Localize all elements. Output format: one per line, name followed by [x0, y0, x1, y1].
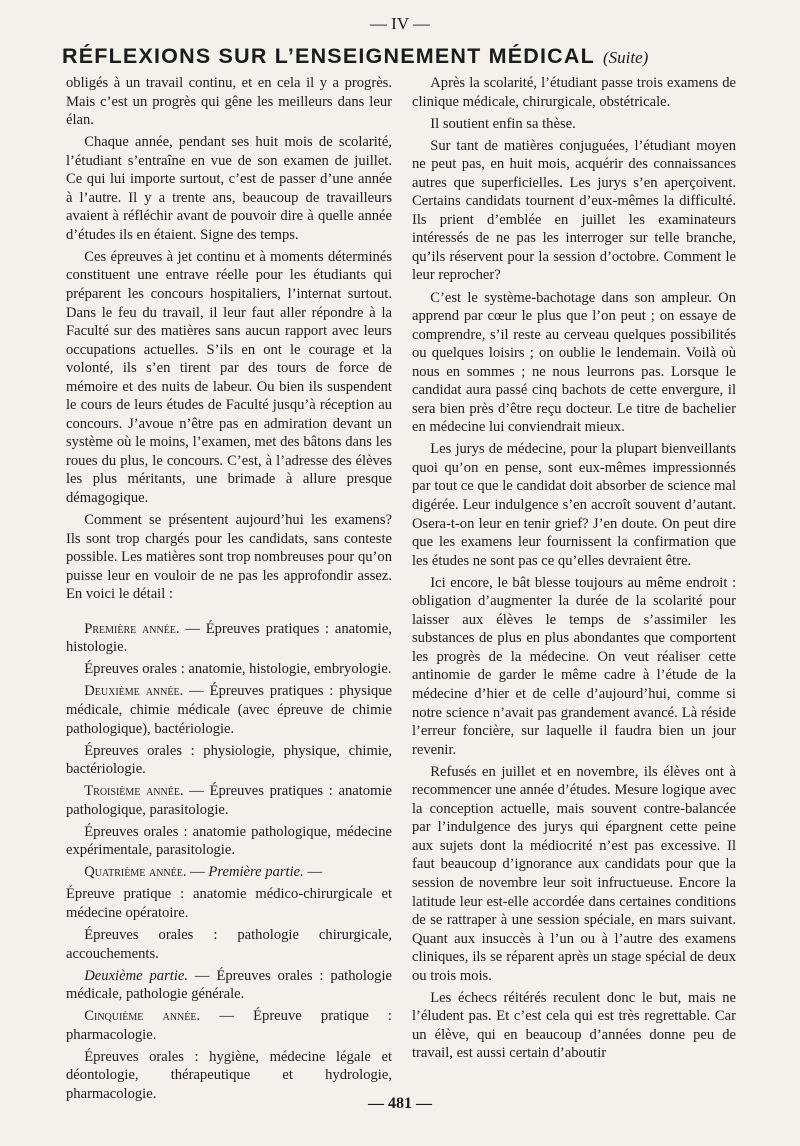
year-2-practical — [66, 682, 392, 738]
left-paragraph-1: obligés à un travail continu, et en cela il y a progrès. Mais c’est un progrès qui gêne les meilleurs dans leur élan. — [66, 75, 392, 129]
left-paragraph-2: Chaque année, pendant ses huit mois de scolarité, l’étudiant s’entraîne en vue de son examen de juillet. Ce qui lui importe surtout, c’est de passer d’une année à l’autre. Il y a trente ans, beaucoup de travailleurs avaient à réfléchir avant de pouvoir dire à quelle année d’études ils en étaient. Signe des temps. — [66, 134, 392, 243]
article-title-text: RÉFLEXIONS SUR L’ENSEIGNEMENT MÉDICAL — [62, 44, 595, 68]
right-paragraph-6: Ici encore, le bât blesse toujours au même endroit : obligation d’augmenter la durée de la scolarité pour laisser aux élèves le temps de s’assimiler les substances de plus en plus abondantes que comportent les progrès de la médecine. On veut réaliser cette antinomie de garder le même cadre à l’étude de la médecine d’hier et de celle d’aujourd’hui, comme si notre science n’avait pas grandement avancé. Là réside l’erreur foncière, sur laquelle il faudra bien un jour revenir. — [412, 574, 736, 758]
year-2-oral: Épreuves orales : physiologie, physique, chimie, bactériologie. — [66, 742, 392, 778]
page-number: — 481 — — [368, 1095, 432, 1112]
article-title — [62, 44, 760, 69]
year-5-oral: Épreuves orales : hygiène, médecine légale et déontologie, thérapeutique et hydrologie, pharmacologie. — [66, 1048, 392, 1102]
right-paragraph-5: Les jurys de médecine, pour la plupart bienveillants quoi qu’on en pense, sont eux-mêmes impressionnés par tout ce que le candidat doit absorber de science mal digérée. Leur indulgence s’en accroît souvent d’autant. Osera-t-on leur en tenir grief? J’en doute. On peut dire que les examens leur fournissent la confirmation que les études ne sont pas ce qu’elles devraient être. — [412, 441, 736, 569]
article-title-suite: (Suite) — [602, 48, 649, 67]
left-paragraph-3: Ces épreuves à jet continu et à moments déterminés constituent une entrave réelle pour les étudiants qui préparent les concours hospitaliers, l’internat surtout. Dans le feu du travail, il leur faut aller répondre à la Faculté sur des matières sans aucun rapport avec leurs occupations actuelles. S’ils en ont le courage et la volonté, ils s’en tirent par des tours de force de mémoire et des nuits de labeur. Ou bien ils suspendent le cours de leurs études de Faculté jusqu’à réception au concours. J’avoue n’être pas en admiration devant un système où le moins, l’examen, met des bâtons dans les roues du plus, le concours. C’est, à l’adresse des élèves les plus méritants, une brimade à allure presque démagogique. — [66, 248, 392, 507]
year-3-practical-text: — Épreuves pratiques : anatomie pathologique, parasitologie. — [66, 783, 392, 818]
year-3-oral: Épreuves orales : anatomie pathologique, médecine expérimentale, parasitologie. — [66, 823, 392, 859]
year-1-practical — [66, 620, 392, 657]
year-2-practical-text: — Épreuves pratiques : physique médicale, chimie médicale (avec épreuve de chimie pathologique), bactériologie. — [66, 683, 392, 737]
year-5-practical — [66, 1007, 392, 1044]
right-paragraph-3: Sur tant de matières conjuguées, l’étudiant moyen ne peut pas, en huit mois, acquérir des connaissances autres que superficielles. Les jurys s’en aperçoivent. Certains candidats tournent d’eux-mêmes la difficulté. Ils prient d’emblée en juillet les examinateurs intéressés de ne pas les interroger sur telle branche, qu’ils réservent pour la session d’octobre. Comment le leur reprocher? — [412, 137, 736, 284]
year-4-dash-end: — — [303, 864, 323, 881]
year-3-label: Troisième année. — [84, 783, 184, 800]
left-column — [66, 74, 392, 1107]
year-1-practical-text: — Épreuves pratiques : anatomie, histologie. — [66, 620, 392, 656]
year-4-part-1: Première partie. — [208, 864, 304, 881]
year-4-part-2-label: Deuxième partie. — [84, 967, 189, 984]
year-1-label: Première année. — [84, 620, 180, 637]
page-marker: — IV — — [369, 14, 431, 33]
year-4-dash: — — [186, 864, 209, 881]
year-1-oral: Épreuves orales : anatomie, histologie, embryologie. — [84, 661, 392, 678]
year-4-practical: Épreuve pratique : anatomie médico-chirurgicale et médecine opératoire. — [66, 886, 392, 921]
year-5-label: Cinquième année. — [84, 1008, 201, 1025]
year-4-label: Quatrième année. — [84, 864, 187, 881]
year-4-part-2 — [66, 967, 392, 1004]
right-paragraph-7: Refusés en juillet et en novembre, ils élèves ont à recommencer une année d’études. Mesure logique avec la conception actuelle, mais souvent contre-balancée par l’indulgence des jurys qui épargnent cette peine aux sujets dont la médiocrité n’est pas excessive. Il faut beaucoup d’ignorance aux candidats pour que la session de novembre leur soit infructueuse. Encore la latitude leur est-elle accordée dans certaines conditions de se rattraper à une session spéciale, en mars suivant. Quant aux insuccès à l’un ou à l’autre des examens cliniques, ils se réparent après un stage spécial de deux ou trois mois. — [412, 763, 736, 984]
right-paragraph-8: Les échecs réitérés reculent donc le but, mais ne l’éludent pas. Et c’est cela qui est très regrettable. Car un élève, qui en beaucoup d’années donne peu de travail, est aussi certain d’aboutir — [412, 989, 736, 1062]
right-paragraph-1: Après la scolarité, l’étudiant passe trois examens de clinique médicale, chirurgicale, obstétricale. — [412, 75, 736, 110]
year-4-oral: Épreuves orales : pathologie chirurgicale, accouchements. — [66, 927, 392, 962]
right-paragraph-2: Il soutient enfin sa thèse. — [430, 115, 576, 132]
year-2-label: Deuxième année. — [84, 683, 184, 700]
right-paragraph-4: C’est le système-bachotage dans son ampleur. On apprend par cœur le plus que l’on peut ; on essaye de comprendre, s’il reste au cerveau quelques possibilités ou quelques loisirs ; on oublie le lendemain. Voilà où nous en sommes ; ne nous leurrons pas. Lorsque le candidat aura passé cinq bachots de cette envergure, il sera bien près d’être reçu docteur. Le titre de bachelier en médecine lui conviendrait mieux. — [412, 289, 736, 436]
left-paragraph-4: Comment se présentent aujourd’hui les examens? Ils sont trop chargés pour les candidats, sans conteste possible. Les matières sont trop nombreuses pour qu’on puisse leur en vouloir de ne pas les approfondir assez. En voici le détail : — [66, 512, 392, 603]
year-3-practical — [66, 782, 392, 819]
right-column — [412, 74, 736, 1066]
year-4-part-2-text: — Épreuves orales : pathologie médicale, pathologie générale. — [66, 967, 392, 1003]
year-4-heading — [66, 863, 392, 882]
year-5-practical-text: — Épreuve pratique : pharmacologie. — [66, 1008, 392, 1043]
